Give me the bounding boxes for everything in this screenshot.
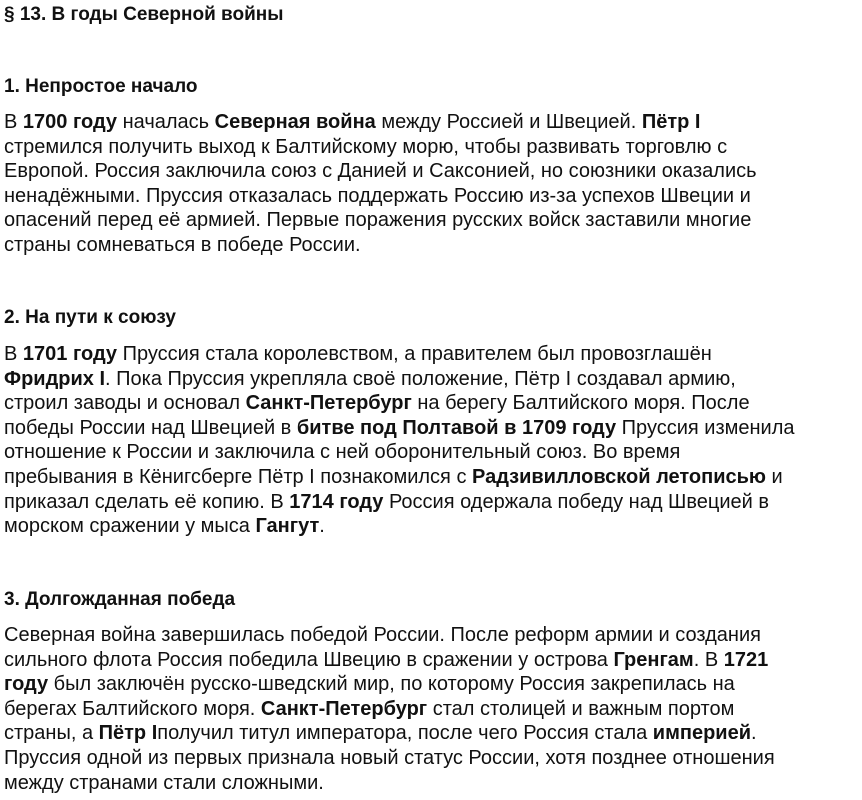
section-paragraph-1 [4,110,860,258]
text-run: страны, а [4,722,99,745]
text-line [4,746,860,771]
text-line [4,672,860,697]
text-run: страны сомневаться в победе России. [4,233,361,256]
text-run: стал столицей и важным портом [427,697,735,720]
text-run: Европой. Россия заключила союз с Данией и Саксонией, но союзники оказались [4,160,757,183]
text-run: пребывания в Кёнигсберге Пётр I познакомился с [4,465,472,488]
section-heading-2: 2. На пути к союзу [4,307,176,328]
bold-text-run: Санкт-Петербург [245,392,412,415]
text-run: морском сражении у мыса [4,515,256,538]
bold-text-run: Радзивилловской летописью [472,465,766,488]
text-run: на берегу Балтийского моря. После [411,392,750,415]
section-heading-3: 3. Долгожданная победа [4,589,236,610]
section-paragraph-3 [4,623,860,795]
section-paragraph-2 [4,342,860,539]
bold-text-run: Гангут [255,515,320,538]
text-run: . [751,722,757,745]
text-line [4,697,860,722]
text-line [4,490,860,515]
bold-text-run: 1701 году [22,343,118,365]
text-run: Северная война завершилась победой России. После реформ армии и создания [4,624,761,646]
bold-text-run: Пётр I [98,722,158,745]
text-run: сильного флота Россия победила Швецию в сражении у острова [4,648,614,671]
section-heading-1: 1. Непростое начало [4,76,198,97]
text-line [4,159,860,184]
text-line [4,367,860,392]
bold-text-run: Пётр I [641,111,701,133]
text-line [4,391,860,416]
text-line [4,623,860,648]
text-line [4,233,860,258]
text-run: . В [693,648,724,671]
text-run: В [4,343,23,365]
text-line [4,184,860,209]
text-run: и [765,465,783,488]
text-line [4,721,860,746]
bold-text-run: 1700 году [22,111,118,133]
text-run: . Пока Пруссия укрепляла своё положение, Пётр I создавал армию, [105,367,736,390]
bold-text-run: битве под Полтавой в 1709 году [296,416,617,439]
text-line [4,648,860,673]
text-run: между Россией и Швецией. [375,111,642,133]
bold-text-run: Санкт-Петербург [260,697,428,720]
text-run: Пруссия одной из первых признала новый статус России, хотя позднее отношения [4,746,775,769]
text-run: опасений перед её армией. Первые поражения русских войск заставили многие [4,209,752,232]
text-line [4,514,860,539]
text-line [4,135,860,160]
bold-text-run: империей [652,722,752,745]
bold-text-run: году [4,673,49,696]
bold-text-run: Северная война [214,111,376,133]
text-run: Пруссия стала королевством, а правителем был провозглашён [117,343,712,365]
text-run: между странами стали сложными. [4,771,324,794]
bold-text-run: 1721 [723,648,769,671]
text-line [4,208,860,233]
text-run: В [4,111,23,133]
text-run: победы России над Швецией в [4,416,297,439]
text-run: ненадёжными. Пруссия отказалась поддержать Россию из-за успехов Швеции и [4,184,751,207]
bold-text-run: Фридрих I [4,367,106,390]
text-run: был заключён русско-шведский мир, по которому Россия закрепилась на [48,673,735,696]
text-line [4,440,860,465]
bold-text-run: Гренгам [613,648,694,671]
text-run: приказал сделать её копию. В [4,490,290,513]
text-run: началась [117,111,215,133]
bold-text-run: 1714 году [289,490,384,513]
text-run: Россия одержала победу над Швецией в [383,490,770,513]
text-run: . [319,515,325,538]
text-run: берегах Балтийского моря. [4,697,261,720]
text-run: Пруссия изменила [616,416,795,439]
text-line [4,110,860,135]
text-line [4,342,860,367]
text-line [4,771,860,796]
text-line [4,416,860,441]
page-title: § 13. В годы Северной войны [4,4,284,25]
text-run: отношение к России и заключила с ней оборонительный союз. Во время [4,441,681,464]
text-run: получил титул императора, после чего Россия стала [157,722,653,745]
text-run: строил заводы и основал [4,392,246,415]
text-line [4,465,860,490]
text-run: стремился получить выход к Балтийскому морю, чтобы развивать торговлю с [4,135,728,158]
